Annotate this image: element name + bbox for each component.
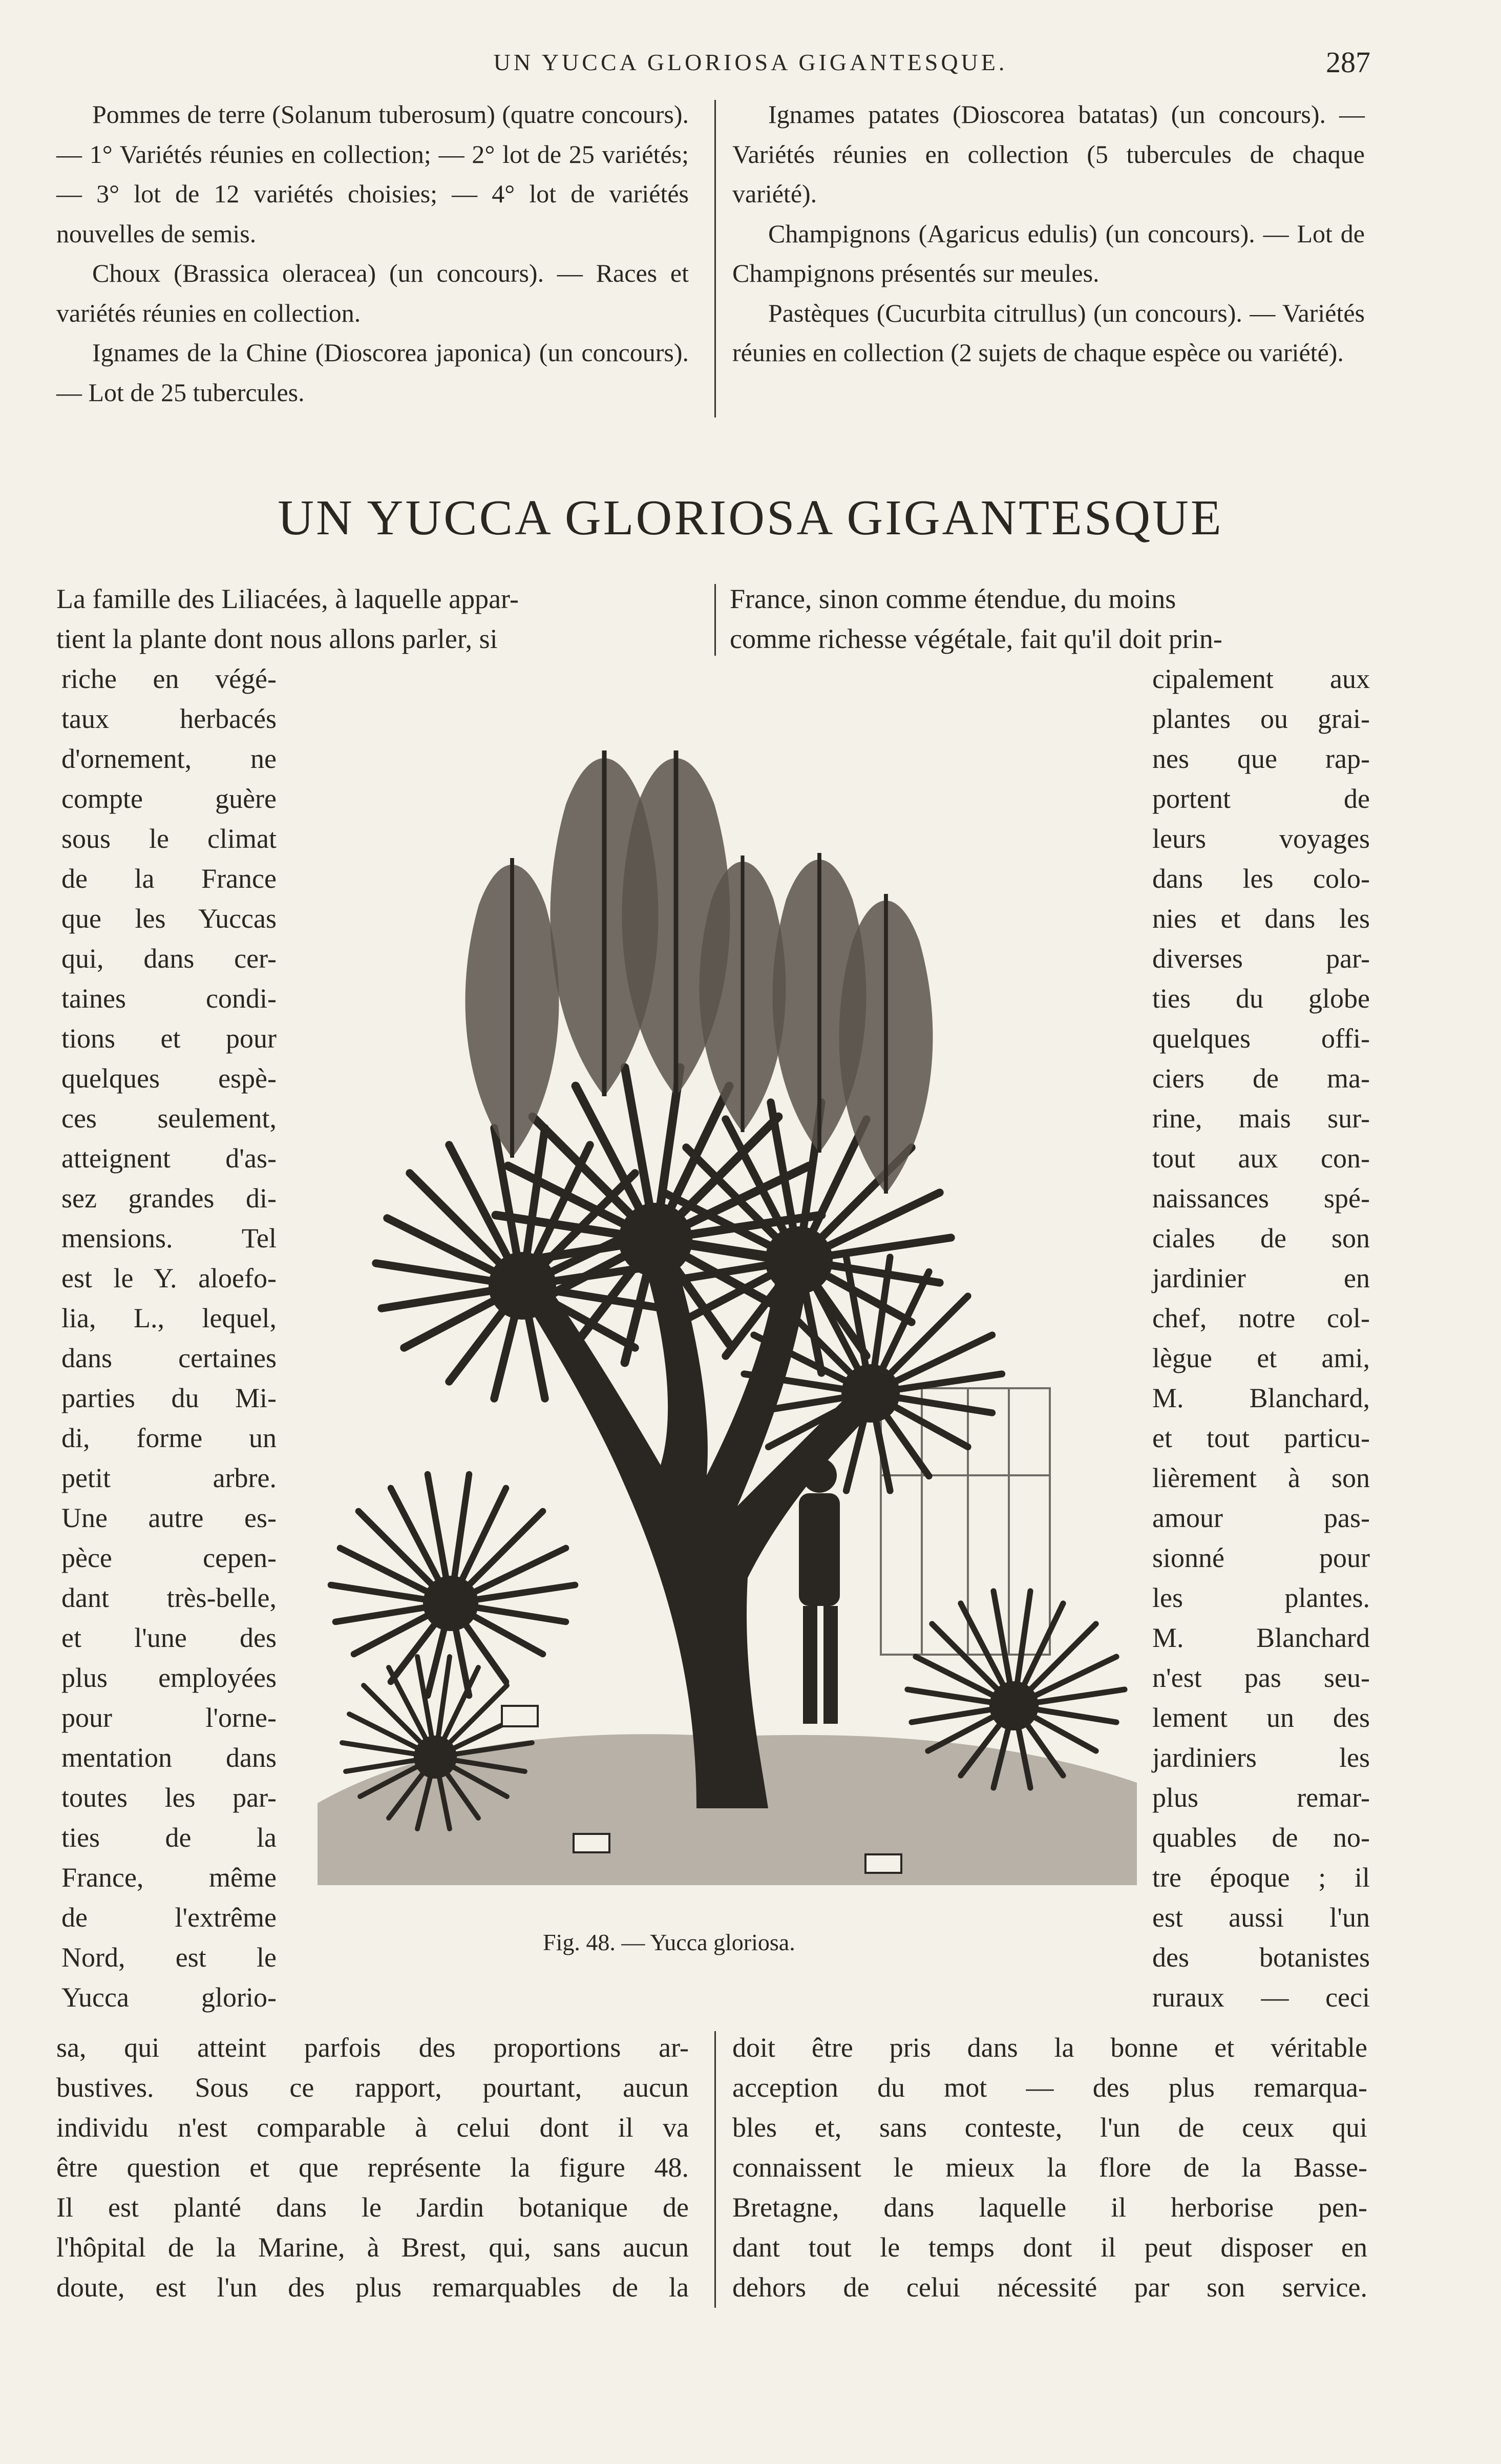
text-line: portent de (1152, 783, 1370, 814)
main-column-divider (714, 584, 716, 656)
text-line: La famille des Liliacées, à laquelle appar- (56, 583, 519, 614)
text-line: dant tout le temps dont il peut disposer en (732, 2232, 1367, 2263)
top-right-column (732, 95, 1365, 373)
text-line: riche en végé- (61, 663, 277, 694)
article-title: UN YUCCA GLORIOSA GIGANTESQUE (278, 490, 1223, 546)
text-line: Il est planté dans le Jardin botanique de (56, 2192, 689, 2223)
text-line: acception du mot — des plus remarqua- (732, 2072, 1367, 2103)
text-line: plus employées (61, 1662, 277, 1693)
text-line: Nord, est le (61, 1942, 277, 1973)
text-line: cipalement aux (1152, 663, 1370, 694)
text-line: taux herbacés (61, 703, 277, 734)
text-line: tre époque ; il (1152, 1862, 1370, 1893)
text-line: sez grandes di- (61, 1183, 277, 1214)
text-line: quelques offi- (1152, 1023, 1370, 1054)
text-line: mentation dans (61, 1742, 277, 1773)
text-line: nies et dans les (1152, 903, 1370, 934)
text-line: sous le climat (61, 823, 277, 854)
text-line: être question et que représente la figure 48. (56, 2152, 689, 2183)
text-line: pèce cepen- (61, 1542, 277, 1573)
text-line: de l'extrême (61, 1902, 277, 1933)
text-line: lia, L., lequel, (61, 1303, 277, 1333)
left-column-bottom (56, 2028, 689, 2307)
entry-ignames-patates: Ignames patates (Dioscorea batatas) (un concours). — Variétés réunies en collection (5 tubercules de chaque variété). (732, 100, 1365, 208)
text-line: connaissent le mieux la flore de la Basse- (732, 2152, 1367, 2183)
text-line: l'hôpital de la Marine, à Brest, qui, sans aucun (56, 2232, 689, 2263)
text-line: tient la plante dont nous allons parler, si (56, 623, 498, 654)
entry-choux: Choux (Brassica oleracea) (un concours). — Races et variétés réunies en collection. (56, 259, 689, 327)
entry-champignons: Champignons (Agaricus edulis) (un concours). — Lot de Champignons présentés sur meules. (732, 219, 1365, 287)
text-line: plus remar- (1152, 1782, 1370, 1813)
text-line: sionné pour (1152, 1542, 1370, 1573)
text-line: France, sinon comme étendue, du moins (730, 583, 1176, 614)
text-line: France, même (61, 1862, 277, 1893)
text-line: ties du globe (1152, 983, 1370, 1014)
text-line: nes que rap- (1152, 743, 1370, 774)
text-line: doit être pris dans la bonne et véritable (732, 2032, 1367, 2063)
text-line: rine, mais sur- (1152, 1103, 1370, 1134)
text-line: ciales de son (1152, 1223, 1370, 1254)
text-line: petit arbre. (61, 1463, 277, 1493)
page-number: 287 (1326, 46, 1370, 79)
text-line: pour l'orne- (61, 1702, 277, 1733)
figure-caption: Fig. 48. — Yucca gloriosa. (543, 1929, 795, 1955)
running-title: UN YUCCA GLORIOSA GIGANTESQUE. (493, 49, 1008, 75)
text-line: parties du Mi- (61, 1383, 277, 1413)
text-line: mensions. Tel (61, 1223, 277, 1254)
text-line: atteignent d'as- (61, 1143, 277, 1174)
top-column-divider (714, 100, 716, 417)
text-line: M. Blanchard, (1152, 1383, 1370, 1413)
text-line: sa, qui atteint parfois des proportions ar- (56, 2032, 689, 2063)
text-line: comme richesse végétale, fait qu'il doit prin- (730, 623, 1222, 654)
text-line: de la France (61, 863, 277, 894)
right-column-bottom (732, 2028, 1367, 2307)
entry-pommes: Pommes de terre (Solanum tuberosum) (quatre concours). — 1° Variétés réunies en collection; — 2° lot de 25 variétés; — 3° lot de 12 variétés choisies; — 4° lot de variétés nouvelles de semis. (56, 100, 689, 248)
text-line: les plantes. (1152, 1582, 1370, 1613)
text-line: quelques espè- (61, 1063, 277, 1094)
text-line: qui, dans cer- (61, 943, 277, 974)
top-left-column (56, 95, 689, 412)
text-line: ces seulement, (61, 1103, 277, 1134)
right-column-top (730, 579, 1365, 659)
text-line: diverses par- (1152, 943, 1370, 974)
text-line: dans les colo- (1152, 863, 1370, 894)
text-line: naissances spé- (1152, 1183, 1370, 1214)
text-line: ties de la (61, 1822, 277, 1853)
text-line: dehors de celui nécessité par son service. (732, 2272, 1367, 2303)
text-line: est aussi l'un (1152, 1902, 1370, 1933)
text-line: doute, est l'un des plus remarquables de la (56, 2272, 689, 2303)
text-line: bles et, sans conteste, l'un de ceux qui (732, 2112, 1367, 2143)
text-line: tions et pour (61, 1023, 277, 1054)
text-line: di, forme un (61, 1423, 277, 1453)
left-column-top (56, 579, 689, 659)
text-line: et tout particu- (1152, 1423, 1370, 1453)
text-line: Bretagne, dans laquelle il herborise pen- (732, 2192, 1367, 2223)
text-line: d'ornement, ne (61, 743, 277, 774)
text-line: plantes ou grai- (1152, 703, 1370, 734)
text-line: amour pas- (1152, 1502, 1370, 1533)
text-line: est le Y. aloefo- (61, 1263, 277, 1293)
text-line: M. Blanchard (1152, 1622, 1370, 1653)
text-line: leurs voyages (1152, 823, 1370, 854)
text-line: tout aux con- (1152, 1143, 1370, 1174)
text-line: chef, notre col- (1152, 1303, 1370, 1333)
left-narrow-column (61, 659, 277, 2017)
main-column-divider-bottom (714, 2031, 716, 2308)
text-line: dans certaines (61, 1343, 277, 1373)
text-line: compte guère (61, 783, 277, 814)
text-line: n'est pas seu- (1152, 1662, 1370, 1693)
right-narrow-column (1152, 659, 1370, 2017)
text-line: quables de no- (1152, 1822, 1370, 1853)
entry-ignames-chine: Ignames de la Chine (Dioscorea japonica) (un concours). — Lot de 25 tubercules. (56, 338, 689, 407)
text-line: des botanistes (1152, 1942, 1370, 1973)
text-line: bustives. Sous ce rapport, pourtant, aucun (56, 2072, 689, 2103)
entry-pasteques: Pastèques (Cucurbita citrullus) (un concours). — Variétés réunies en collection (2 sujets de chaque espèce ou variété). (732, 298, 1365, 367)
text-line: taines condi- (61, 983, 277, 1014)
text-line: jardiniers les (1152, 1742, 1370, 1773)
text-line: jardinier en (1152, 1263, 1370, 1293)
text-line: que les Yuccas (61, 903, 277, 934)
text-line: et l'une des (61, 1622, 277, 1653)
text-line: toutes les par- (61, 1782, 277, 1813)
text-line: lègue et ami, (1152, 1343, 1370, 1373)
text-line: lièrement à son (1152, 1463, 1370, 1493)
text-line: Yucca glorio- (61, 1982, 277, 2013)
text-line: Une autre es- (61, 1502, 277, 1533)
text-line: dant très-belle, (61, 1582, 277, 1613)
text-line: ciers de ma- (1152, 1063, 1370, 1094)
text-line: ruraux — ceci (1152, 1982, 1370, 2013)
text-line: lement un des (1152, 1702, 1370, 1733)
text-line: individu n'est comparable à celui dont il va (56, 2112, 689, 2143)
yucca-illustration (307, 707, 1152, 1916)
